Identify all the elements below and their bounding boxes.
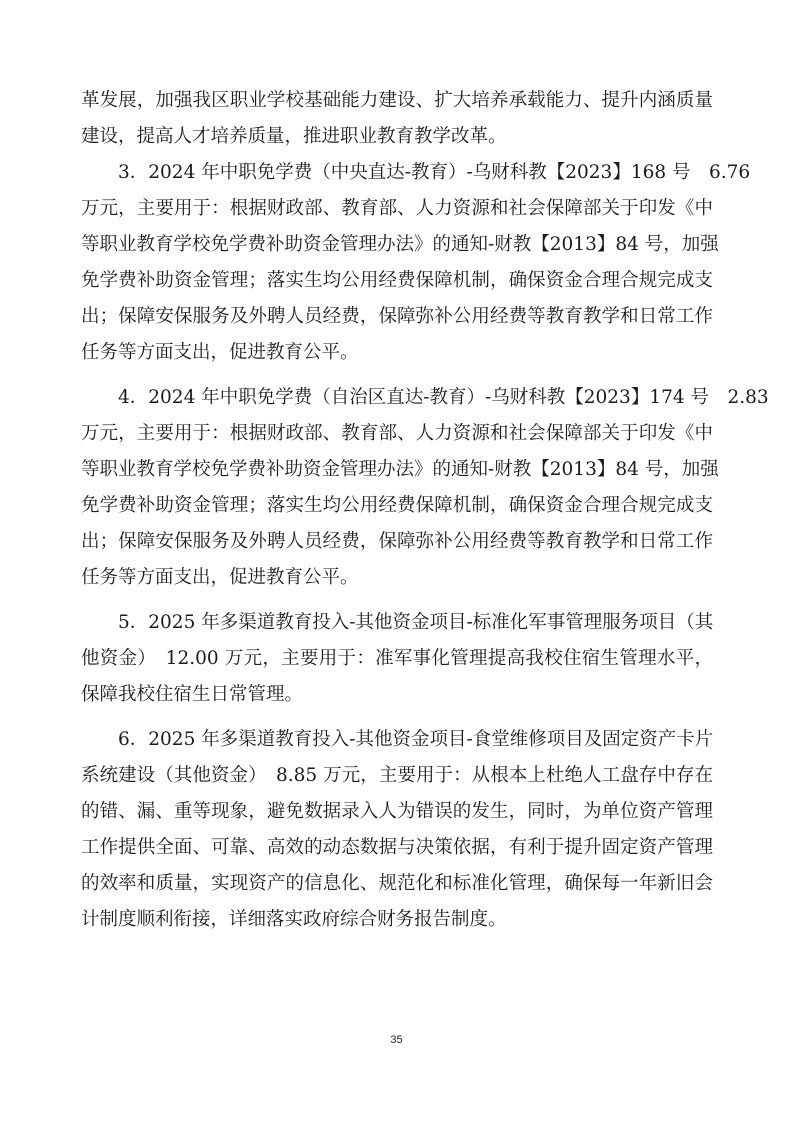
page-number: 35 — [390, 1034, 403, 1046]
item-3-line-1: 3．2024 年中职免学费（中央直达-教育）-乌财科教【2023】168 号 6.76 — [118, 162, 751, 183]
item-4-line-1: 4．2024 年中职免学费（自治区直达-教育）-乌财科教【2023】174 号 2.83 — [118, 387, 769, 408]
item-4-line-3: 等职业教育学校免学费补助资金管理办法》的通知-财教【2013】84 号，加强 — [81, 459, 719, 480]
item-6-line-6: 计制度顺利衔接，详细落实政府综合财务报告制度。 — [81, 909, 507, 930]
item-5-line-2: 他资金） 12.00 万元，主要用于：准军事化管理提高我校住宿生管理水平， — [81, 648, 713, 669]
item-3-line-6: 任务等方面支出，促进教育公平。 — [81, 342, 359, 363]
item-4-line-4: 免学费补助资金管理；落实生均公用经费保障机制，确保资金合理合规完成支 — [81, 495, 713, 516]
item-4-line-6: 任务等方面支出，促进教育公平。 — [81, 567, 359, 588]
intro-line-1: 革发展，加强我区职业学校基础能力建设、扩大培养承载能力、提升内涵质量 — [81, 90, 713, 111]
item-3-line-3: 等职业教育学校免学费补助资金管理办法》的通知-财教【2013】84 号，加强 — [81, 234, 719, 255]
item-6-line-5: 的效率和质量，实现资产的信息化、规范化和标准化管理，确保每一年新旧会 — [81, 873, 713, 894]
item-6-line-2: 系统建设（其他资金） 8.85 万元，主要用于：从根本上杜绝人工盘存中存在 — [81, 765, 713, 786]
item-6-line-4: 工作提供全面、可靠、高效的动态数据与决策依据，有利于提升固定资产管理 — [81, 837, 713, 858]
item-3-line-2: 万元，主要用于：根据财政部、教育部、人力资源和社会保障部关于印发《中 — [81, 198, 713, 219]
item-5-line-1: 5．2025 年多渠道教育投入-其他资金项目-标准化军事管理服务项目（其 — [118, 612, 714, 633]
item-5-line-3: 保障我校住宿生日常管理。 — [81, 684, 304, 705]
item-3-line-4: 免学费补助资金管理；落实生均公用经费保障机制，确保资金合理合规完成支 — [81, 270, 713, 291]
item-3-line-5: 出；保障安保服务及外聘人员经费，保障弥补公用经费等教育教学和日常工作 — [81, 306, 713, 327]
item-6-line-3: 的错、漏、重等现象，避免数据录入人为错误的发生，同时，为单位资产管理 — [81, 801, 713, 822]
intro-line-2: 建设，提高人才培养质量，推进职业教育教学改革。 — [81, 126, 507, 147]
item-4-line-2: 万元，主要用于：根据财政部、教育部、人力资源和社会保障部关于印发《中 — [81, 423, 713, 444]
item-6-line-1: 6．2025 年多渠道教育投入-其他资金项目-食堂维修项目及固定资产卡片 — [118, 729, 714, 750]
item-4-line-5: 出；保障安保服务及外聘人员经费，保障弥补公用经费等教育教学和日常工作 — [81, 531, 713, 552]
